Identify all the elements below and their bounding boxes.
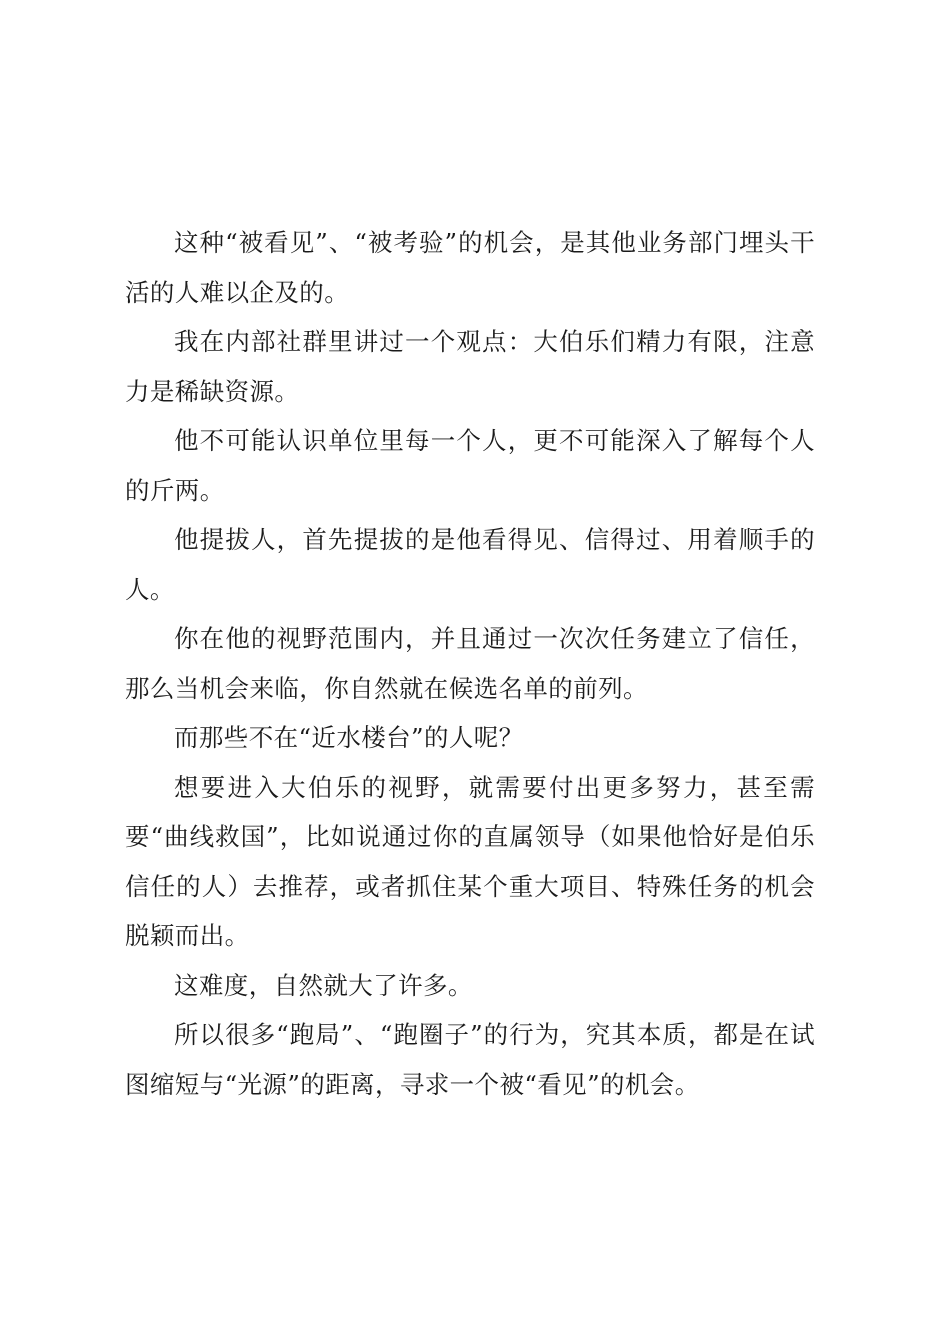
paragraph-3: 他不可能认识单位里每一个人，更不可能深入了解每个人的斤两。: [125, 426, 815, 505]
paragraph-6: 而那些不在“近水楼台”的人呢？: [174, 723, 524, 752]
paragraph-4: 他提拔人，首先提拔的是他看得见、信得过、用着顺手的人。: [125, 525, 815, 604]
document-body: [125, 218, 815, 1109]
paragraph-7: 想要进入大伯乐的视野，就需要付出更多努力，甚至需要“曲线救国”，比如说通过你的直属领导（如果他恰好是伯乐信任的人）去推荐，或者抓住某个重大项目、特殊任务的机会脱颖而出。: [125, 772, 815, 950]
paragraph-2: 我在内部社群里讲过一个观点：大伯乐们精力有限，注意力是稀缺资源。: [125, 327, 815, 406]
paragraph-9: 所以很多“跑局”、“跑圈子”的行为，究其本质，都是在试图缩短与“光源”的距离，寻求一个被“看见”的机会。: [125, 1020, 815, 1099]
paragraph-1: 这种“被看见”、“被考验”的机会，是其他业务部门埋头干活的人难以企及的。: [125, 228, 815, 307]
paragraph-8: 这难度，自然就大了许多。: [174, 970, 473, 1000]
paragraph-5: 你在他的视野范围内，并且通过一次次任务建立了信任，那么当机会来临，你自然就在候选名单的前列。: [125, 624, 815, 703]
